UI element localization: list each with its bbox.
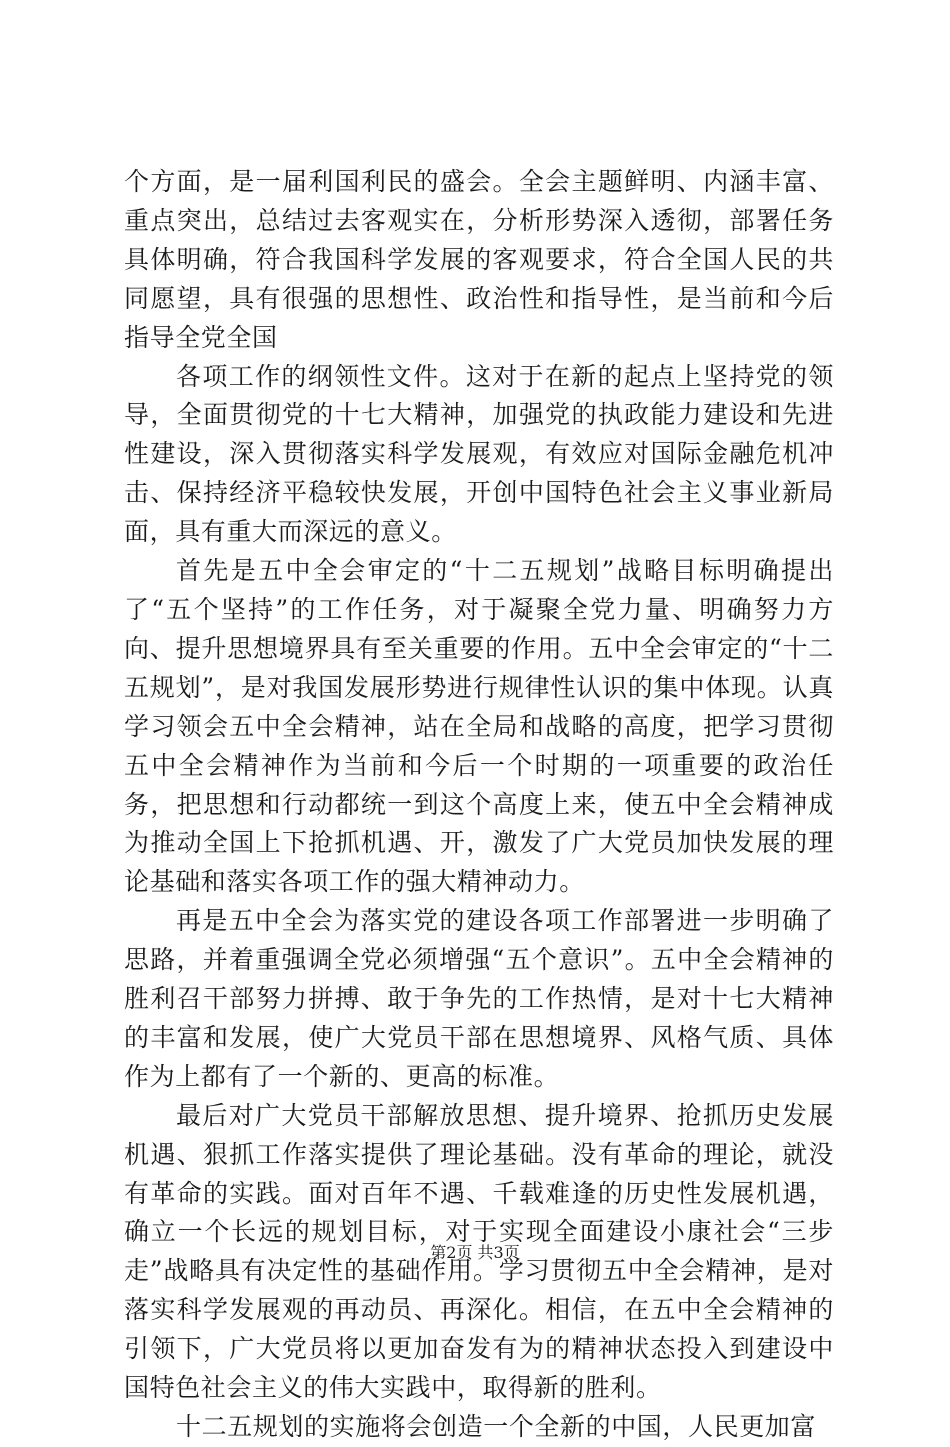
paragraph-4: 再是五中全会为落实党的建设各项工作部署进一步明确了思路，并着重强调全党必须增强“五个意识”。五中全会精神的胜利召干部努力拼搏、敢于争先的工作热情，是对十七大精神的丰富和发展，使广大党员干部在思想境界、风格气质、具体作为上都有了一个新的、更高的标准。 [124,906,834,1091]
paragraph-3: 首先是五中全会审定的“十二五规划”战略目标明确提出了“五个坚持”的工作任务，对于凝聚全党力量、明确努力方向、提升思想境界具有至关重要的作用。五中全会审定的“十二五规划”，是对我国发展形势进行规律性认识的集中体现。认真学习领会五中全会精神，站在全局和战略的高度，把学习贯彻五中全会精神作为当前和今后一个时期的一项重要的政治任务，把思想和行动都统一到这个高度上来，使五中全会精神成为推动全国上下抢抓机遇、开，激发了广大党员加快发展的理论基础和落实各项工作的强大精神动力。 [124,556,834,897]
paragraph-2: 各项工作的纲领性文件。这对于在新的起点上坚持党的领导，全面贯彻党的十七大精神，加强党的执政能力建设和先进性建设，深入贯彻落实科学发展观，有效应对国际金融危机冲击、保持经济平稳较快发展，开创中国特色社会主义事业新局面，具有重大而深远的意义。 [124,361,834,547]
page-footer: 第2页 共3页 [430,1243,520,1262]
paragraph-1: 个方面，是一届利国利民的盛会。全会主题鲜明、内涵丰富、重点突出，总结过去客观实在，分析形势深入透彻，部署任务具体明确，符合我国科学发展的客观要求，符合全国人民的共同愿望，具有很强的思想性、政治性和指导性，是当前和今后指导全党全国 [124,167,834,352]
paragraph-5: 最后对广大党员干部解放思想、提升境界、抢抓历史发展机遇、狠抓工作落实提供了理论基础。没有革命的理论，就没有革命的实践。面对百年不遇、千载难逢的历史性发展机遇，确立一个长远的规划目标，对于实现全面建设小康社会“三步走”战略具有决定性的基础作用。学习贯彻五中全会精神，是对落实科学发展观的再动员、再深化。相信，在五中全会精神的引领下，广大党员将以更加奋发有为的精神状态投入到建设中国特色社会主义的伟大实践中，取得新的胜利。 [124,1100,834,1403]
paragraph-6: 十二五规划的实施将会创造一个全新的中国，人民更加富 [176,1412,817,1441]
